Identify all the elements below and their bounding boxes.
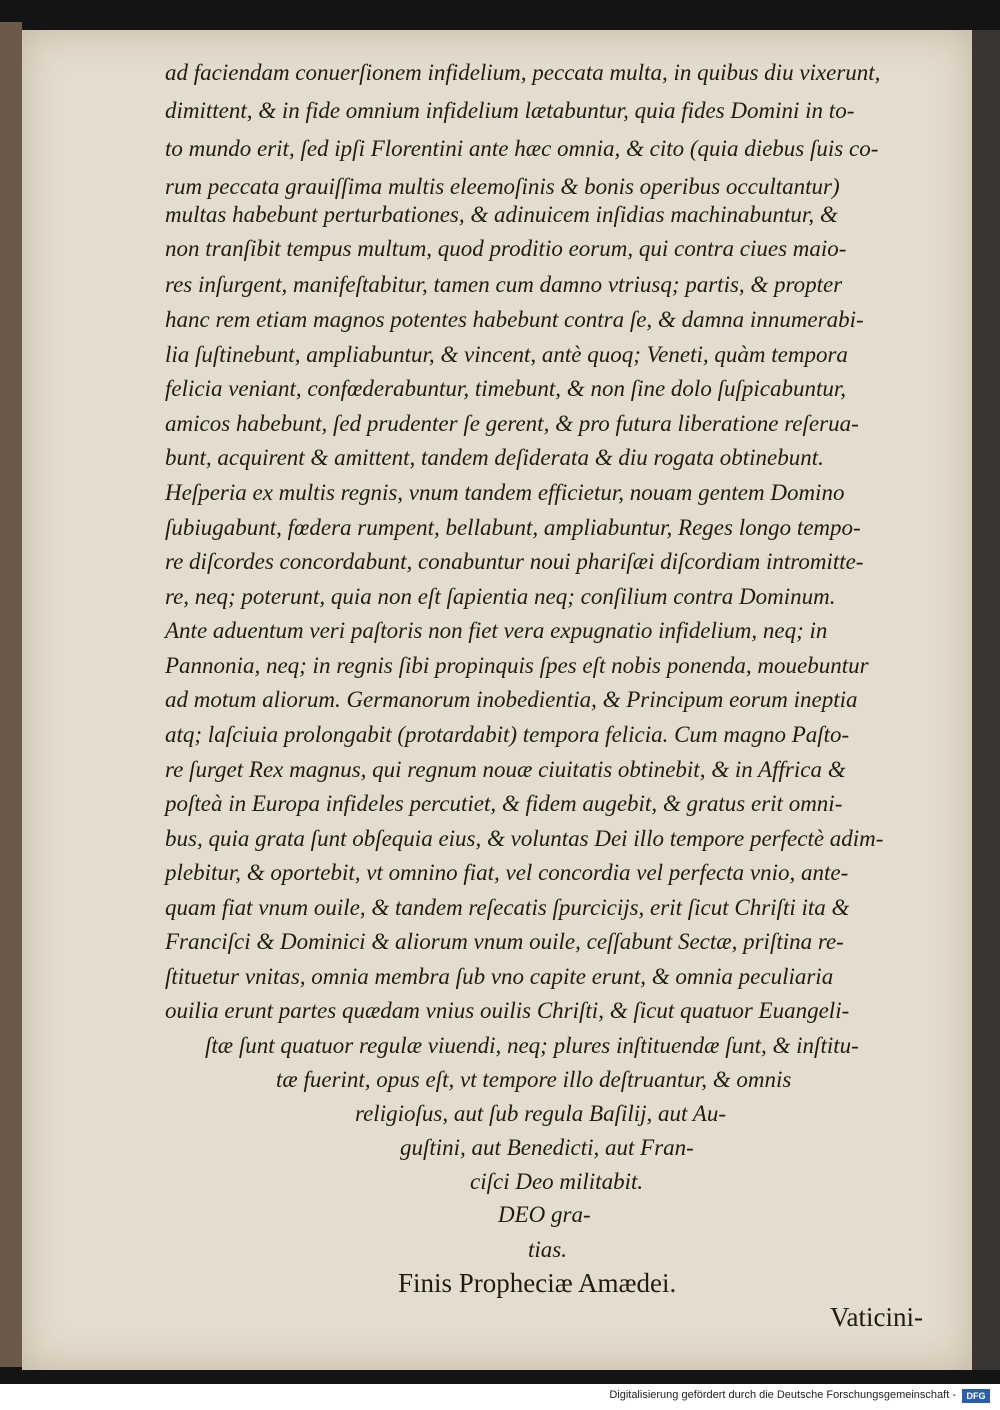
text-line: ad faciendam conuerſionem infidelium, peccata multa, in quibus diu vixerunt, (165, 60, 881, 85)
text-line: to mundo erit, ſed ipſi Florentini ante hæc omnia, & cito (quia diebus ſuis co- (165, 136, 879, 161)
text-line: felicia veniant, confœderabuntur, timebunt, & non ſine dolo ſuſpicabuntur, (165, 376, 846, 401)
closing-line: DEO gra- (498, 1202, 591, 1227)
text-line: quam fiat vnum ouile, & tandem reſecatis ſpurcicijs, erit ſicut Chriſti ita & (165, 895, 850, 920)
text-line: re diſcordes concordabunt, conabuntur noui phariſæi diſcordiam intromitte- (165, 549, 864, 574)
closing-line: tias. (528, 1237, 567, 1262)
text-line: Franciſci & Dominici & aliorum vnum ouile, ceſſabunt Sectæ, priſtina re- (165, 929, 844, 954)
text-line: rum peccata grauiſſima multis eleemoſinis & bonis operibus occultantur) (165, 174, 840, 199)
text-line: ciſci Deo militabit. (470, 1169, 644, 1194)
text-line: atq; laſciuia prolongabit (protardabit) tempora felicia. Cum magno Paſto- (165, 722, 850, 747)
text-line: re ſurget Rex magnus, qui regnum nouæ ciuitatis obtinebit, & in Affrica & (165, 757, 846, 782)
catchword: Vaticini- (830, 1302, 923, 1332)
text-line: multas habebunt perturbationes, & adinuicem inſidias machinabuntur, & (165, 202, 838, 227)
text-line: dimittent, & in fide omnium infidelium lætabuntur, quia fides Domini in to- (165, 98, 855, 123)
text-line: Heſperia ex multis regnis, vnum tandem efficietur, nouam gentem Domino (165, 480, 845, 505)
text-line: poſteà in Europa infideles percutiet, & fidem augebit, & gratus erit omni- (165, 791, 843, 816)
text-line: lia ſuſtinebunt, ampliabuntur, & vincent, antè quoq; Veneti, quàm tempora (165, 342, 848, 367)
text-line: ſtæ ſunt quatuor regulæ viuendi, neq; plures inſtituendæ ſunt, & inſtitu- (205, 1033, 859, 1058)
text-line: bus, quia grata ſunt obſequia eius, & voluntas Dei illo tempore perfectè adim- (165, 826, 884, 851)
text-line: res inſurgent, manifeſtabitur, tamen cum damno vtriusq; partis, & propter (165, 272, 843, 297)
text-line: Ante aduentum veri paſtoris non fiet vera expugnatio infidelium, neq; in (165, 618, 828, 643)
text-line: bunt, acquirent & amittent, tandem deſiderata & diu rogata obtinebunt. (165, 445, 824, 470)
funding-credit: Digitalisierung gefördert durch die Deutsche Forschungsgemeinschaft - (609, 1389, 956, 1401)
text-line: hanc rem etiam magnos potentes habebunt contra ſe, & damna innumerabi- (165, 307, 864, 332)
text-line: ad motum aliorum. Germanorum inobedientia, & Principum eorum ineptia (165, 687, 858, 712)
text-line: plebitur, & oportebit, vt omnino fiat, vel concordia vel perfecta vnio, ante- (165, 860, 849, 885)
text-line: ſubiugabunt, fœdera rumpent, bellabunt, ampliabuntur, Reges longo tempo- (165, 515, 861, 540)
text-line: ſtituetur vnitas, omnia membra ſub vno capite erunt, & omnia peculiaria (165, 964, 834, 989)
colophon-title: Finis Propheciæ Amædei. (398, 1268, 677, 1298)
text-line: re, neq; poterunt, quia non eſt ſapientia neq; conſilium contra Dominum. (165, 584, 836, 609)
digitization-footer (0, 1384, 1000, 1410)
text-line: Pannonia, neq; in regnis ſibi propinquis ſpes eſt nobis ponenda, mouebuntur (165, 653, 869, 678)
dfg-logo-icon: DFG (962, 1389, 990, 1403)
text-line: ouilia erunt partes quædam vnius ouilis Chriſti, & ſicut quatuor Euangeli- (165, 998, 850, 1023)
text-line: non tranſibit tempus multum, quod proditio eorum, qui contra ciues maio- (165, 236, 847, 261)
text-line: guſtini, aut Benedicti, aut Fran- (400, 1135, 694, 1160)
text-line: religioſus, aut ſub regula Baſilij, aut Au- (355, 1101, 726, 1126)
text-line: tæ fuerint, opus eſt, vt tempore illo deſtruantur, & omnis (276, 1067, 792, 1092)
text-line: amicos habebunt, ſed prudenter ſe gerent, & pro futura liberatione reſerua- (165, 411, 859, 436)
